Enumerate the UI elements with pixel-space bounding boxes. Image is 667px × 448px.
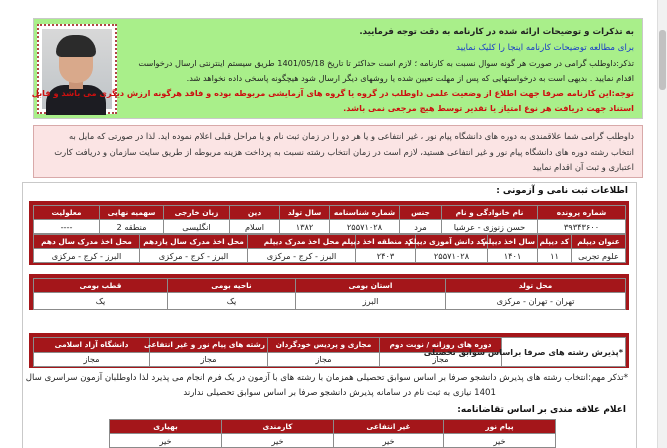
table-row [34, 249, 626, 263]
student-code: ۲۵۵۷۱۰۲۸ [416, 249, 488, 263]
col-student-code: کد دانش آموزی دیپلم [416, 235, 488, 249]
col-birth-place: محل تولد [446, 279, 626, 293]
full-name: حسن زنوزی - عرشیا [442, 220, 538, 234]
col-native-pole: قطب بومی [34, 279, 168, 293]
vertical-scrollbar[interactable] [657, 0, 667, 448]
diploma-code: ۱۱ [538, 249, 572, 263]
interest-title: اعلام علاقه مندی بر اساس تقاضانامه: [457, 405, 626, 415]
grade10-place: البرز - کرج - مرکزی [34, 249, 140, 263]
col-diploma-place: محل اخذ مدرک دیپلم [248, 235, 356, 249]
col-native-province: استان بومی [296, 279, 446, 293]
diploma-title: علوم تجربی [572, 249, 626, 263]
diploma-table [33, 234, 626, 263]
nursing-interest: خیر [110, 434, 222, 448]
location-table [33, 278, 626, 310]
notice-line-3: تذکر:داوطلب گرامی در صورت هر گونه سوال نسبت به کارنامه ؛ لازم است حداکثر تا تاریخ 1401/05/18 طریق سیستم اینترنتی ارسال درخواست [138, 58, 634, 68]
notice-line-1: به تذکرات و توضیحات ارائه شده در کارنامه به دقت توجه فرمایید. [359, 27, 634, 37]
region-code: ۲۴۰۳ [356, 249, 416, 263]
col-nursing: بهیاری [110, 420, 222, 434]
disability: ---- [34, 220, 100, 234]
employee-interest: خیر [222, 434, 334, 448]
col-final-quota: سهمیه نهایی [100, 206, 164, 220]
important-note-line-2: 1401 نیازی به ثبت نام در سامانه پذیرش دانشجو صرفا بر اساس سوابق تحصیلی ندارند [183, 388, 496, 398]
col-diploma-year: سال اخذ دیپلم [488, 235, 538, 249]
table-row [34, 220, 626, 234]
col-daytime-courses: دوره های روزانه / نوبت دوم [380, 338, 502, 353]
table-row [110, 434, 556, 448]
col-diploma-title: عنوان دیپلم [572, 235, 626, 249]
col-id-number: شماره شناسنامه [330, 206, 400, 220]
table-row [34, 293, 626, 310]
non-profit-interest: خیر [334, 434, 444, 448]
col-religion: دین [230, 206, 280, 220]
payamenoor-status: مجاز [150, 352, 268, 367]
payment-notice-line-2: انتخاب رشته دوره های دانشگاه پیام نور و غیر انتفاعی هستید، لازم است در زمان انتخاب رشته نسبت به پرداخت هزینه مربوطه از طریق سایت سازمان و دریافت کارت [54, 147, 634, 157]
important-note-line-1: *تذکر مهم:انتخاب رشته های پذیرش دانشجو صرفا بر اساس سوابق تحصیلی همزمان با رشته های با آزمون در یک فرم انجام می پذیرد لذا داوطلبان آزمون سراسری سال [25, 373, 628, 383]
col-grade11-place: محل اخذ مدرک سال یازدهم [140, 235, 248, 249]
col-birth-year: سال تولد [280, 206, 330, 220]
records-based-admission-header: *پذیرش رشته های صرفا براساس سوابق تحصیلی [502, 338, 626, 367]
notice-warning-2: استناد جهت دریافت هر نوع امتیاز یا تقدیر توسط هیچ مرجعی نمی باشد. [343, 103, 634, 113]
daytime-status: مجاز [380, 352, 502, 367]
explanations-link[interactable]: برای مطالعه توضیحات کارنامه اینجا را کلیک نمایید [456, 43, 634, 53]
registration-title: اطلاعات ثبت نامی و آزمونی : [496, 186, 628, 196]
native-region: یک [168, 293, 296, 310]
col-non-profit: غیر انتفاعی [334, 420, 444, 434]
diploma-year: ۱۴۰۱ [488, 249, 538, 263]
col-full-name: نام خانوادگی و نام [442, 206, 538, 220]
col-region-code: کد منطقه اخذ دیپلم [356, 235, 416, 249]
payamenoor-interest: خیر [444, 434, 556, 448]
notice-panel [33, 18, 643, 119]
foreign-language: انگلیسی [164, 220, 230, 234]
azad-status: مجاز [34, 352, 150, 367]
diploma-place: البرز - کرج - مرکزی [248, 249, 356, 263]
gender: مرد [400, 220, 442, 234]
birth-place: تهران - تهران - مرکزی [446, 293, 626, 310]
interest-table [109, 419, 556, 448]
payment-notice-line-3: اعتباری و ثبت آن اقدام نمایید [532, 162, 634, 172]
birth-year: ۱۳۸۲ [280, 220, 330, 234]
col-employee: کارمندی [222, 420, 334, 434]
courses-table [33, 337, 626, 367]
native-pole: یک [34, 293, 168, 310]
payment-notice-line-1: داوطلب گرامی شما علاقمندی به دوره های دانشگاه پیام نور ، غیر انتفاعی و یا هر دو را در زمان ثبت نام و یا مراحل قبلی اعلام نموده اید. لذا در صورتی که مایل به [69, 131, 634, 141]
col-foreign-language: زبان خارجی [164, 206, 230, 220]
grade11-place: البرز - کرج - مرکزی [140, 249, 248, 263]
col-diploma-code: کد دیپلم [538, 235, 572, 249]
col-gender: جنس [400, 206, 442, 220]
col-grade10-place: محل اخذ مدرک سال دهم [34, 235, 140, 249]
scrollbar-thumb[interactable] [659, 30, 666, 90]
id-number: ۲۵۵۷۱۰۲۸ [330, 220, 400, 234]
col-file-number: شماره پرونده [538, 206, 626, 220]
final-quota: منطقه 2 [100, 220, 164, 234]
col-payamenoor-courses: رشته های پیام نور و غیر انتفاعی [150, 338, 268, 353]
file-number: ۳۹۳۴۳۶۰۰ [538, 220, 626, 234]
col-virtual-courses: مجازی و پردیس خودگردان [268, 338, 380, 353]
religion: اسلام [230, 220, 280, 234]
col-payamenoor: پیام نور [444, 420, 556, 434]
payment-notice [33, 125, 643, 178]
candidate-photo [37, 24, 117, 114]
registration-panel [22, 182, 637, 448]
col-azad-university: دانشگاه آزاد اسلامی [34, 338, 150, 353]
col-disability: معلولیت [34, 206, 100, 220]
notice-warning-1: توجه:این کارنامه صرفا جهت اطلاع از وضعیت علمی داوطلب در گروه یا گروه های آزمایشی مربوطه بوده و فاقد هرگونه ارزش دیگری می باشد و قابل [31, 88, 634, 98]
native-province: البرز [296, 293, 446, 310]
registration-table [33, 205, 626, 234]
notice-line-4: اقدام نمایید . بدیهی است به درخواستهایی که پس از مهلت تعیین شده یا روشهای دیگر ارسال شود هیچگونه پاسخی داده نخواهد شد. [186, 73, 634, 83]
col-native-region: ناحیه بومی [168, 279, 296, 293]
virtual-status: مجاز [268, 352, 380, 367]
